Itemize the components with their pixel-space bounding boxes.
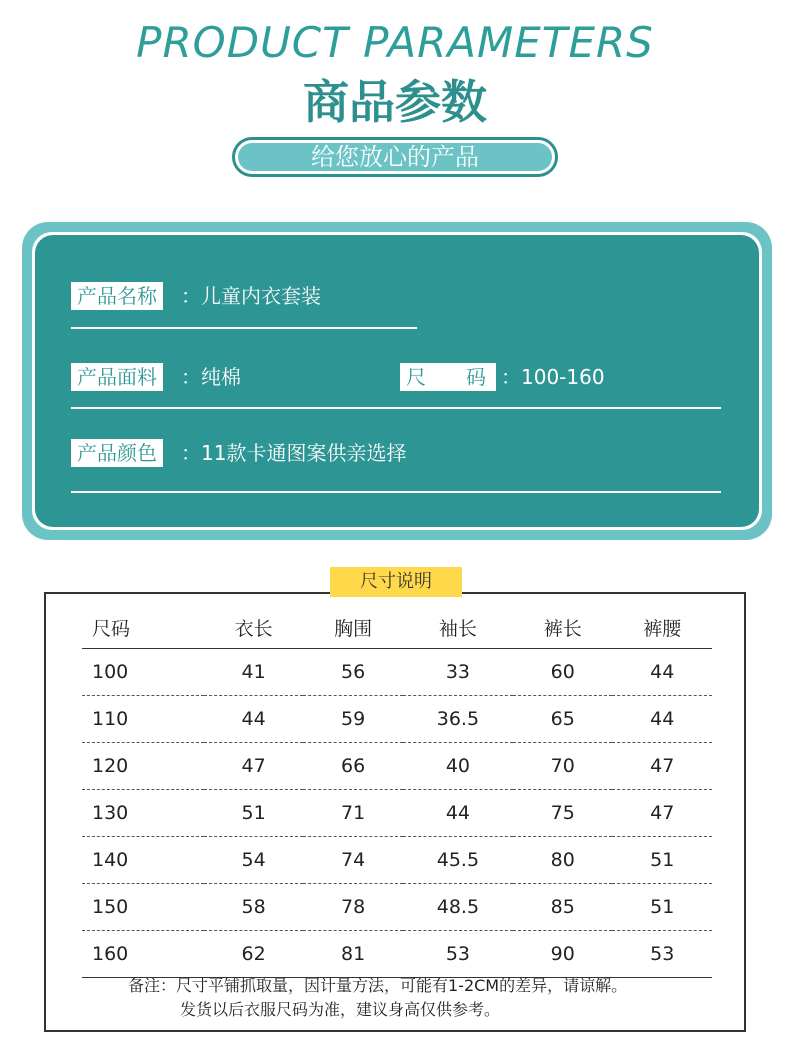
table-cell: 110	[82, 696, 204, 743]
table-cell: 75	[513, 790, 612, 837]
table-cell: 71	[303, 790, 402, 837]
table-cell: 66	[303, 743, 402, 790]
fabric-value: ：纯棉	[181, 365, 241, 389]
table-cell: 40	[403, 743, 513, 790]
table-cell: 74	[303, 837, 402, 884]
table-cell: 48.5	[403, 884, 513, 931]
params-panel-border	[32, 232, 762, 530]
params-panel-body	[35, 235, 759, 527]
table-cell: 44	[612, 696, 712, 743]
table-cell: 60	[513, 649, 612, 696]
table-cell: 54	[204, 837, 303, 884]
table-cell: 33	[403, 649, 513, 696]
table-cell: 44	[204, 696, 303, 743]
table-cell: 70	[513, 743, 612, 790]
table-cell: 56	[303, 649, 402, 696]
table-cell: 45.5	[403, 837, 513, 884]
table-cell: 78	[303, 884, 402, 931]
table-cell: 62	[204, 931, 303, 978]
table-cell: 47	[612, 743, 712, 790]
table-cell: 47	[204, 743, 303, 790]
table-row	[82, 884, 712, 931]
table-cell: 90	[513, 931, 612, 978]
table-row	[82, 837, 712, 884]
header-cell: 裤长	[513, 606, 612, 649]
size-chart-tag: 尺寸说明	[330, 567, 462, 597]
table-cell: 81	[303, 931, 402, 978]
color-label: 产品颜色	[71, 439, 163, 467]
header-cell: 袖长	[403, 606, 513, 649]
size-label: 尺 码	[400, 363, 496, 391]
header-cell: 胸围	[303, 606, 402, 649]
table-cell: 51	[612, 884, 712, 931]
table-cell: 41	[204, 649, 303, 696]
table-row	[82, 931, 712, 978]
slogan-pill	[232, 137, 558, 177]
table-cell: 65	[513, 696, 612, 743]
table-cell: 130	[82, 790, 204, 837]
table-row	[82, 743, 712, 790]
title-english: PRODUCT PARAMETERS	[136, 18, 654, 67]
params-panel	[22, 222, 772, 540]
table-cell: 53	[612, 931, 712, 978]
slogan-text: 给您放心的产品	[238, 143, 552, 171]
table-cell: 47	[612, 790, 712, 837]
table-cell: 140	[82, 837, 204, 884]
table-cell: 160	[82, 931, 204, 978]
table-cell: 58	[204, 884, 303, 931]
product-name-value: ：儿童内衣套装	[181, 284, 321, 308]
table-cell: 80	[513, 837, 612, 884]
size-value: ：100-160	[501, 365, 605, 389]
divider	[71, 407, 721, 409]
divider	[71, 491, 721, 493]
table-cell: 85	[513, 884, 612, 931]
table-cell: 59	[303, 696, 402, 743]
title-chinese: 商品参数	[303, 75, 487, 129]
header-cell: 衣长	[204, 606, 303, 649]
fabric-label: 产品面料	[71, 363, 163, 391]
table-cell: 44	[612, 649, 712, 696]
table-row	[82, 649, 712, 696]
header-cell: 尺码	[82, 606, 204, 649]
color-value: ：11款卡通图案供亲选择	[181, 441, 407, 465]
divider	[71, 327, 417, 329]
table-cell: 100	[82, 649, 204, 696]
table-cell: 51	[204, 790, 303, 837]
table-cell: 120	[82, 743, 204, 790]
table-cell: 44	[403, 790, 513, 837]
product-name-label: 产品名称	[71, 282, 163, 310]
note-line: 发货以后衣服尺码为准，建议身高仅供参考。	[180, 1000, 501, 1019]
table-cell: 36.5	[403, 696, 513, 743]
table-cell: 150	[82, 884, 204, 931]
size-table	[82, 606, 712, 978]
table-cell: 51	[612, 837, 712, 884]
header-cell: 裤腰	[612, 606, 712, 649]
table-cell: 53	[403, 931, 513, 978]
table-row	[82, 696, 712, 743]
table-row	[82, 790, 712, 837]
note-line: 备注：尺寸平铺抓取量，因计量方法，可能有1-2CM的差异，请谅解。	[128, 976, 628, 995]
table-header-row	[82, 606, 712, 649]
